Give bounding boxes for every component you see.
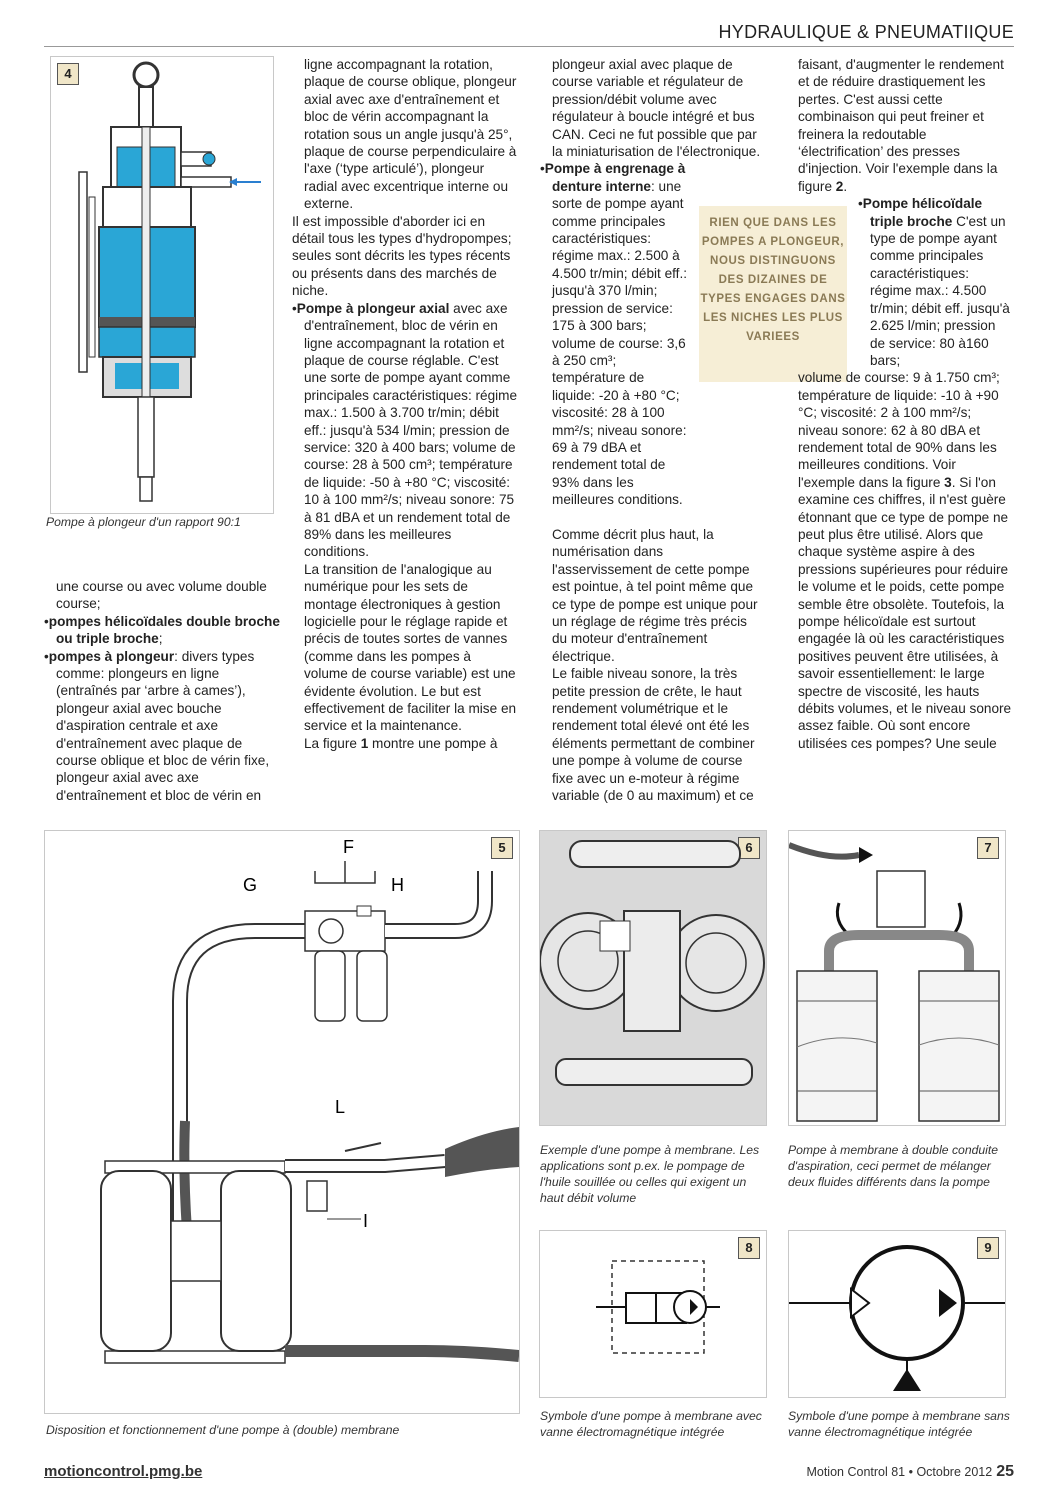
page-number: 25 [996,1463,1014,1480]
bullet-item: •pompes à plongeur: divers types comme: plongeurs en ligne (entraînés par ‘arbre à cames’), plongeur axial avec bouche d'aspiration centrale et axe d'entraînement avec plaque de course oblique et bloc de vérin fixe, plongeur axial avec axe d'entraînement et bloc de vérin en [44,648,270,803]
bullet-item: •Pompe à plongeur axial avec axe d'entraînement, bloc de vérin en ligne accompagnant la rotation et plaque de course réglable. C'est une sorte de pompe ayant comme principales caractéristiques: régime max.: 1.500 à 3.700 tr/min; débit eff.: jusqu'à 534 l/min; pression de service: 320 à 400 bars; volume de course: 28 à 500 cm³; température de liquide: -50 à +80 °C; viscosité: 10 à 100 mm²/s; niveau sonore: 75 à 81 dBA et un rendement total de 89% dans les meilleures conditions. [292,300,518,560]
paragraph [292,735,518,752]
bullet-term: Pompe hélicoïdale triple broche [862,196,983,229]
bullet-term: Pompe à engrenage à denture interne [544,161,686,194]
label-F: F [343,837,354,857]
bullet-item: •Pompe à engrenage à denture interne: une sorte de pompe ayant comme principales caractéristiques: régime max.: 2.500 à 4.500 tr/min; débit eff.: jusqu'à 370 l/min; pression de service: 175 à 300 bars; volume de course: 3,6 à 250 cm³; température de liquide: -20 à +80 °C; viscosité: 28 à 100 mm²/s; niveau sonore: 69 à 79 dBA et rendement total de 93% dans les meilleures conditions. [540,161,688,508]
figure-number: 6 [738,837,760,859]
paragraph: La transition de l'analogique au numérique pour les sets de montage électroniques à gestion logicielle pour le réglage rapide et précis de toutes sortes de vannes (comme dans les pompes à volume de course variable) est une évidente évolution. Le but est effectivement de faciliter la mise en service et la maintenance. [304,561,517,734]
plunger-pump-drawing [51,57,273,513]
pull-quote: RIEN QUE DANS LES POMPES A PLONGEUR, NOUS DISTINGUONS DES DIZAINES DE TYPES ENGAGES DANS LES NICHES LES PLUS VARIEES [699,206,847,382]
bullet-item: •pompes hélicoïdales double broche ou triple broche; [44,613,280,647]
bullet-term: pompes à plongeur [48,648,175,664]
label-H: H [391,875,404,895]
text-run: . Si l'on examine ces chiffres, il n'est guère étonnant que ce type de pompe ne peut plus être utilisé. Alors que chaque système aspire à des pressions supérieures pour réduire le volume et le poids, cette pompe semble être obsolète. Toutefois, la pompe hélicoïdale est surtout engagée là où les caractéristiques positives peuvent être utilisées, à savoir essentiellement: le large spectre de viscosité, les hauts débits volumes, et le niveau sonore assez faible. Où sont encore utilisées ces pompes? Une seule [798,474,1012,751]
bullet-text: : divers types comme: plongeurs en ligne (entraînés par ‘arbre à cames’), plongeur axial avec bouche d'aspiration centrale et axe d'entraînement avec plaque de course oblique et bloc de vérin fixe, plongeur axial avec axe d'entraînement et bloc de vérin en [56,648,270,803]
paragraph: ligne accompagnant la rotation, plaque de course oblique, plongeur axial avec axe d'entraînement et bloc de vérin accompagnant la rotation sous un angle jusqu'à 25°, plaque de course perpendiculaire à l'axe (‘type articulé’), plongeur radial avec excentrique interne ou externe. [304,57,517,212]
bullet-text: ; [158,631,163,647]
paragraph: plongeur axial avec plaque de course variable et régulateur de pression/débit volume avec régulateur à boucle intégré et bus CAN. Ceci ne fut possible que par la miniaturisation de l'électronique. [552,57,761,160]
figure-ref: 3 [944,474,952,490]
figure-6-caption: Exemple d'une pompe à membrane. Les applications sont p.ex. le pompage de l'huile souillée ou celles qui exigent un haut débit volume [540,1143,760,1205]
paragraph: Il est impossible d'aborder ici en détail tous les types d'hydropompes; seules sont décrits les types récents ou présents dans des marchés de niche. [292,213,512,299]
figure-8-caption: Symbole d'une pompe à membrane avec vanne électromagnétique intégrée [540,1409,762,1439]
text-run: volume de course: 9 à 1.750 cm³; température de liquide: -10 à +90 °C; viscosité: 2 à 100 mm²/s; niveau sonore: 62 à 80 dBA et rendement total de 90% dans les meilleures conditions. Voir l'exemple dans la figure [798,370,1000,490]
paragraph: Comme décrit plus haut, la numérisation dans l'asservissement de cette pompe est pointue, à tel point même que ce type de pompe est unique pour un réglage de régime très précis du moteur d'entraînement électrique. [552,527,758,664]
pump-symbol-with-valve [540,1231,766,1397]
figure-number: 5 [491,837,513,859]
bullet-term: Pompe à plongeur axial [296,300,450,316]
figure-number: 9 [977,1237,999,1259]
figure-ref: 1 [360,735,369,751]
text-run: montre une pompe à [368,735,498,751]
label-I: I [363,1211,369,1231]
figure-7 [788,830,1006,1126]
bullet-term: pompes hélicoïdales double broche ou triple broche [48,613,280,647]
footer-website-link[interactable]: motioncontrol.pmg.be [44,1463,203,1480]
figure-number: 7 [977,837,999,859]
figure-number: 4 [57,63,79,85]
figure-number: 8 [738,1237,760,1259]
pump-symbol-without-valve [789,1231,1005,1397]
header-rule [44,46,1014,47]
text-run: . [843,178,848,194]
text-column-1 [44,578,280,804]
bullet-text: avec axe d'entraînement, bloc de vérin en ligne accompagnant la rotation et plaque de course réglable. C'est une sorte de pompe ayant comme principales caractéristiques: régime max.: 1.500 à 3.700 tr/min; débit eff.: jusqu'à 534 l/min; pression de service: 320 à 400 bars; volume de course: 28 à 500 cm³; température de liquide: -50 à +80 °C; viscosité: 10 à 100 mm²/s; niveau sonore: 75 à 81 dBA et un rendement total de 89% dans les meilleures conditions. [304,300,518,560]
figure-5-caption: Disposition et fonctionnement d'une pompe à (double) membrane [46,1423,400,1437]
text-run: La figure [304,735,361,751]
dual-suction-pump-diagram [789,831,1005,1125]
figure-9-caption: Symbole d'une pompe à membrane sans vanne électromagnétique intégrée [788,1409,1010,1439]
bullet-item: •Pompe hélicoïdale triple broche C'est un type de pompe ayant comme principales caractéristiques: régime max.: 4.500 tr/min; débit eff. jusqu'à 2.625 l/min; pression de service: 80 à160 bars; [858,196,1010,368]
label-L: L [335,1097,346,1117]
bullet-text: C'est un type de pompe ayant comme principales caractéristiques: régime max.: 4.500 tr/min; débit eff. jusqu'à 2.625 l/min; pression de service: 80 à160 bars; [870,213,1010,368]
label-G: G [243,875,258,895]
text-column-4 [798,56,1014,752]
text-run: faisant, d'augmenter le rendement et de réduire drastiquement les pertes. C'est aussi cette combinaison qui peut freiner et freinera la redoutable ‘électrification’ des presses d'injection. Voir l'exemple dans la figure [798,57,1004,194]
footer-issue [806,1463,1014,1481]
figure-8 [539,1230,767,1398]
figure-9 [788,1230,1006,1398]
figure-7-caption: Pompe à membrane à double conduite d'aspiration, ceci permet de mélanger deux fluides différents dans la pompe [788,1143,999,1189]
issue-info: Motion Control 81 • Octobre 2012 [806,1465,993,1479]
double-diaphragm-pump-layout [45,831,519,1413]
figure-5 [44,830,520,1414]
figure-4-caption: Pompe à plongeur d'un rapport 90:1 [46,515,241,529]
paragraph: une course ou avec volume double course; [56,579,267,612]
bullet-text: : une sorte de pompe ayant comme principales caractéristiques: régime max.: 2.500 à 4.500 tr/min; débit eff.: jusqu'à 370 l/min; pression de service: 175 à 300 bars; volume de course: 3,6 à 250 cm³; température de liquide: -20 à +80 °C; viscosité: 28 à 100 mm²/s; niveau sonore: 69 à 79 dBA et rendement total de 93% dans les meilleures conditions. [552,178,688,508]
paragraph [798,56,1014,195]
paragraph [798,369,1014,752]
figure-6 [539,830,767,1126]
text-column-2 [292,56,518,752]
section-header: HYDRAULIQUE & PNEUMATIIQUE [718,22,1014,42]
paragraph: Le faible niveau sonore, la très petite pression de crête, le haut rendement volumétrique et le rendement total élevé ont été les éléments permettant de combiner une pompe à volume de course fixe avec un e-moteur à régime variable (de 0 au maximum) et ce [552,666,755,804]
text-column-3-lower [552,526,764,805]
figure-ref: 2 [835,178,844,194]
diaphragm-pump-photo [540,831,766,1125]
figure-4 [50,56,274,514]
